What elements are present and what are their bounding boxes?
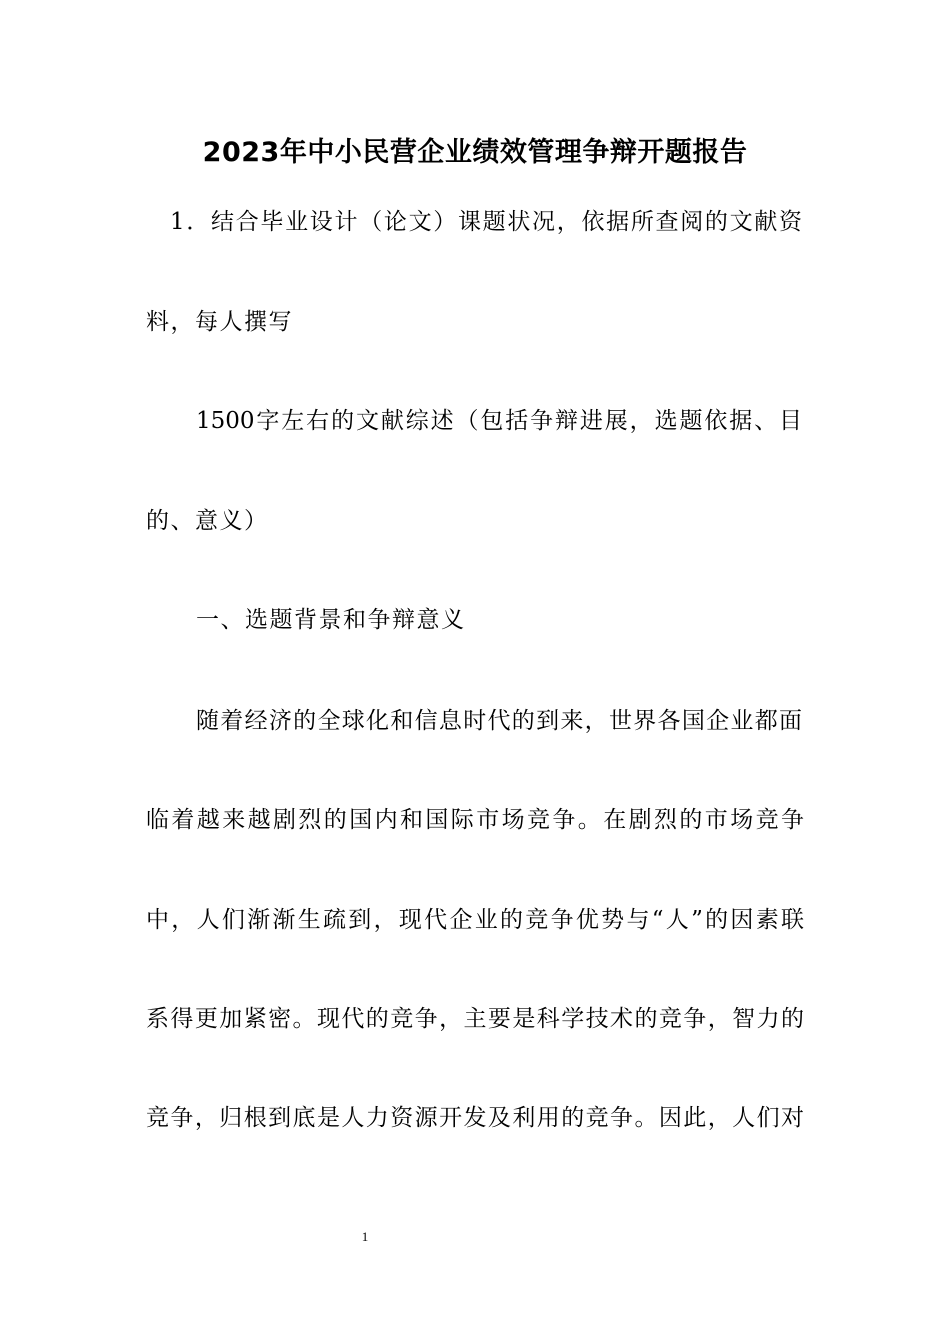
document-title: 2023年中小民营企业绩效管理争辩开题报告 xyxy=(202,137,748,168)
paragraph-line: 系得更加紧密。现代的竞争，主要是科学技术的竞争，智力的 xyxy=(146,1006,804,1032)
paragraph-line: 中，人们渐渐生疏到，现代企业的竞争优势与“人”的因素联 xyxy=(146,907,804,933)
paragraph-line: 临着越来越剧烈的国内和国际市场竞争。在剧烈的市场竞争 xyxy=(146,807,804,833)
section-heading: 一、选题背景和争辩意义 xyxy=(196,607,466,633)
paragraph-line: 的、意义） xyxy=(146,508,269,534)
paragraph-line: 1500字左右的文献综述（包括争辩进展，选题依据、目 xyxy=(196,408,802,434)
paragraph-line: 随着经济的全球化和信息时代的到来，世界各国企业都面 xyxy=(196,708,802,734)
paragraph-line: 1．结合毕业设计（论文）课题状况，依据所查阅的文献资 xyxy=(170,209,802,235)
paragraph-line: 竞争，归根到底是人力资源开发及利用的竞争。因此，人们对 xyxy=(146,1105,804,1131)
paragraph-line: 料，每人撰写 xyxy=(146,309,293,335)
page-number: 1 xyxy=(361,1229,369,1244)
